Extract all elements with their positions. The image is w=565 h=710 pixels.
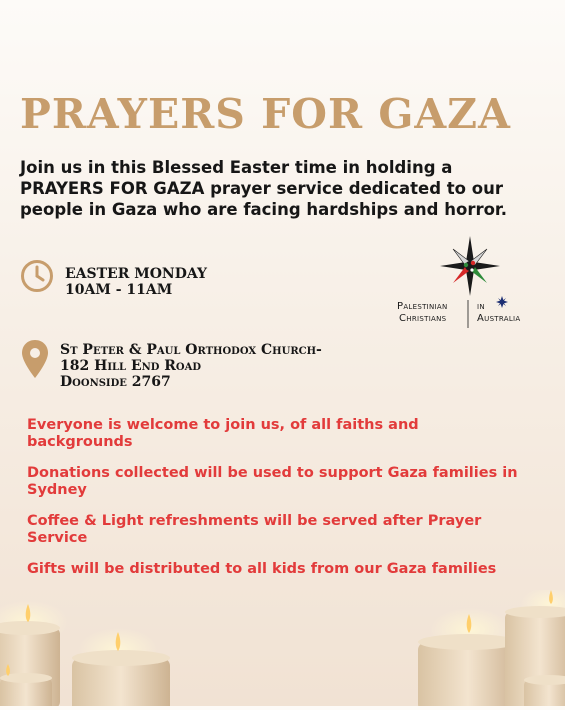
star-icon: [496, 296, 508, 308]
note-donations: Donations collected will be used to support Gaza families in Sydney: [27, 465, 518, 498]
venue-street: 182 Hill End Road: [60, 358, 202, 374]
clock-icon: [20, 259, 54, 293]
page-title: PRAYERS FOR GAZA: [20, 90, 511, 138]
note-gifts: Gifts will be distributed to all kids from our Gaza families: [27, 561, 497, 577]
event-time-block: [65, 266, 207, 298]
note-welcome: Everyone is welcome to join us, of all faiths and backgrounds: [27, 417, 419, 450]
candles-decoration: [0, 590, 565, 706]
venue-suburb: Doonside 2767: [60, 374, 171, 390]
note-refreshments: Coffee & Light refreshments will be served after Prayer Service: [27, 513, 482, 546]
event-day: EASTER MONDAY: [65, 266, 208, 282]
notes-list: [27, 417, 527, 592]
logo-word-in: in: [477, 301, 485, 312]
logo-word-christians: Christians: [399, 313, 447, 324]
logo-word-australia: Australia: [477, 313, 521, 324]
palestinian-christians-logo: [395, 232, 545, 332]
location-pin-icon: [21, 339, 49, 379]
event-venue-block: [60, 342, 322, 390]
logo-word-palestinian: Palestinian: [397, 301, 448, 312]
intro-text: Join us in this Blessed Easter time in holding a PRAYERS FOR GAZA prayer service dedicated to our people in Gaza who are facing hardships and horror.: [20, 158, 507, 219]
venue-name: St Peter & Paul Orthodox Church-: [60, 342, 322, 358]
event-time: 10AM - 11AM: [65, 282, 173, 298]
